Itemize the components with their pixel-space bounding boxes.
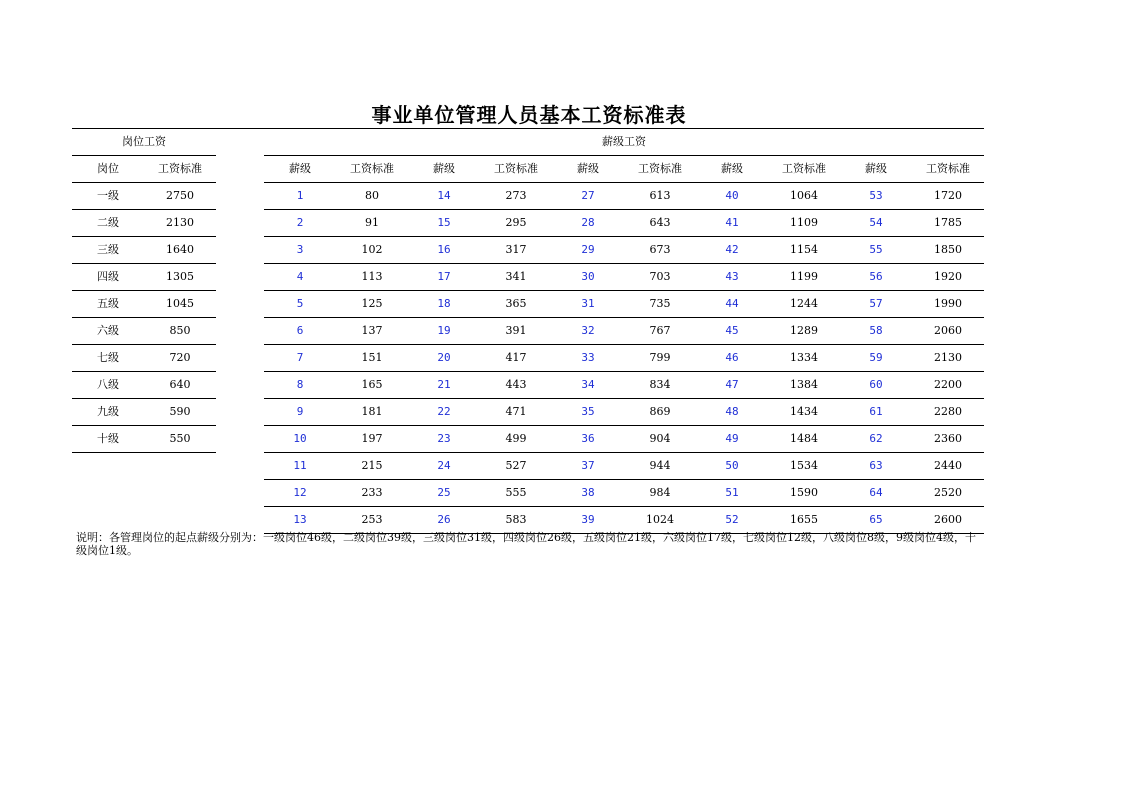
grade-number-cell: 4: [296, 270, 304, 283]
post-salary-cell: 640: [169, 378, 191, 391]
grade-salary-cell: 1590: [790, 486, 818, 499]
grade-number-cell: 2: [296, 216, 304, 229]
grade-salary-col-header: 工资标准: [350, 162, 394, 175]
grade-number-cell: 21: [437, 378, 451, 391]
post-salary-cell: 1305: [166, 270, 194, 283]
grade-salary-cell: 2360: [934, 432, 962, 445]
grade-number-cell: 24: [437, 459, 451, 472]
grade-salary-cell: 151: [361, 351, 383, 364]
grade-col-header: 薪级: [865, 162, 887, 175]
post-grade-cell: 五级: [97, 297, 119, 310]
grade-salary-cell: 2520: [934, 486, 962, 499]
grade-number-cell: 31: [581, 297, 595, 310]
post-grade-cell: 八级: [97, 378, 119, 391]
grade-salary-cell: 102: [361, 243, 383, 256]
grade-header-rule: [264, 155, 984, 156]
grade-number-cell: 28: [581, 216, 595, 229]
grade-number-cell: 1: [296, 189, 304, 202]
grade-salary-cell: 499: [505, 432, 527, 445]
grade-number-cell: 41: [725, 216, 739, 229]
grade-salary-cell: 527: [505, 459, 527, 472]
grade-number-cell: 6: [296, 324, 304, 337]
post-grade-cell: 一级: [97, 189, 119, 202]
post-salary-cell: 1045: [166, 297, 194, 310]
grade-number-cell: 55: [869, 243, 883, 256]
grade-salary-cell: 1334: [790, 351, 818, 364]
grade-salary-col-header: 工资标准: [638, 162, 682, 175]
grade-salary-cell: 799: [649, 351, 671, 364]
top-rule-right: [264, 128, 984, 129]
grade-salary-col-header: 工资标准: [926, 162, 970, 175]
grade-salary-cell: 673: [649, 243, 671, 256]
grade-number-cell: 19: [437, 324, 451, 337]
grade-number-cell: 33: [581, 351, 595, 364]
grade-salary-cell: 253: [361, 513, 383, 526]
post-salary-cell: 2750: [166, 189, 194, 202]
grade-salary-cell: 1154: [790, 243, 818, 256]
grade-salary-cell: 1289: [790, 324, 818, 337]
post-header-rule: [72, 155, 216, 156]
grade-salary-cell: 1064: [790, 189, 818, 202]
grade-salary-cell: 215: [361, 459, 383, 472]
grade-number-cell: 48: [725, 405, 739, 418]
grade-salary-cell: 1434: [790, 405, 818, 418]
grade-number-cell: 26: [437, 513, 451, 526]
grade-number-cell: 14: [437, 189, 451, 202]
grade-salary-cell: 391: [505, 324, 527, 337]
post-salary-cell: 1640: [166, 243, 194, 256]
grade-col-header: 薪级: [433, 162, 455, 175]
grade-salary-cell: 767: [649, 324, 671, 337]
grade-number-cell: 45: [725, 324, 739, 337]
grade-salary-cell: 1244: [790, 297, 818, 310]
grade-salary-cell: 944: [649, 459, 671, 472]
grade-number-cell: 29: [581, 243, 595, 256]
grade-number-cell: 63: [869, 459, 883, 472]
grade-number-cell: 40: [725, 189, 739, 202]
grade-salary-cell: 417: [505, 351, 527, 364]
grade-number-cell: 61: [869, 405, 883, 418]
grade-number-cell: 20: [437, 351, 451, 364]
grade-salary-header: 薪级工资: [602, 135, 646, 148]
grade-col-header: 薪级: [577, 162, 599, 175]
post-salary-cell: 850: [169, 324, 191, 337]
grade-number-cell: 7: [296, 351, 304, 364]
grade-number-cell: 62: [869, 432, 883, 445]
post-grade-cell: 六级: [97, 324, 119, 337]
grade-number-cell: 37: [581, 459, 595, 472]
grade-number-cell: 3: [296, 243, 304, 256]
grade-salary-cell: 555: [505, 486, 527, 499]
grade-number-cell: 44: [725, 297, 739, 310]
post-col-header: 岗位: [97, 162, 119, 175]
grade-salary-cell: 125: [361, 297, 383, 310]
post-salary-cell: 720: [169, 351, 191, 364]
grade-number-cell: 65: [869, 513, 883, 526]
post-salary-cell: 550: [169, 432, 191, 445]
grade-salary-cell: 1920: [934, 270, 962, 283]
grade-salary-cell: 984: [649, 486, 671, 499]
grade-salary-cell: 365: [505, 297, 527, 310]
post-col-header: 工资标准: [158, 162, 202, 175]
grade-col-header: 薪级: [721, 162, 743, 175]
grade-number-cell: 12: [293, 486, 307, 499]
grade-number-cell: 16: [437, 243, 451, 256]
grade-number-cell: 52: [725, 513, 739, 526]
post-salary-header: 岗位工资: [122, 135, 166, 148]
grade-number-cell: 27: [581, 189, 595, 202]
grade-salary-cell: 443: [505, 378, 527, 391]
grade-salary-cell: 1850: [934, 243, 962, 256]
grade-salary-cell: 197: [361, 432, 383, 445]
grade-number-cell: 57: [869, 297, 883, 310]
grade-number-cell: 46: [725, 351, 739, 364]
grade-salary-cell: 613: [649, 189, 671, 202]
grade-number-cell: 59: [869, 351, 883, 364]
grade-salary-cell: 904: [649, 432, 671, 445]
post-grade-cell: 四级: [97, 270, 119, 283]
grade-number-cell: 39: [581, 513, 595, 526]
grade-number-cell: 17: [437, 270, 451, 283]
grade-salary-cell: 295: [505, 216, 527, 229]
grade-salary-cell: 137: [361, 324, 383, 337]
grade-number-cell: 23: [437, 432, 451, 445]
grade-salary-cell: 1655: [790, 513, 818, 526]
grade-salary-cell: 471: [505, 405, 527, 418]
grade-salary-cell: 1484: [790, 432, 818, 445]
grade-salary-cell: 1024: [646, 513, 674, 526]
grade-salary-cell: 1109: [790, 216, 818, 229]
grade-salary-cell: 1785: [934, 216, 962, 229]
grade-number-cell: 49: [725, 432, 739, 445]
grade-salary-cell: 2060: [934, 324, 962, 337]
top-rule-left: [72, 128, 264, 129]
grade-salary-cell: 80: [365, 189, 379, 202]
grade-number-cell: 38: [581, 486, 595, 499]
grade-number-cell: 56: [869, 270, 883, 283]
grade-col-header: 薪级: [289, 162, 311, 175]
grade-number-cell: 64: [869, 486, 883, 499]
grade-salary-cell: 834: [649, 378, 671, 391]
grade-number-cell: 35: [581, 405, 595, 418]
post-grade-cell: 三级: [97, 243, 119, 256]
grade-number-cell: 60: [869, 378, 883, 391]
grade-salary-cell: 1990: [934, 297, 962, 310]
grade-salary-cell: 2600: [934, 513, 962, 526]
grade-number-cell: 22: [437, 405, 451, 418]
grade-number-cell: 51: [725, 486, 739, 499]
grade-salary-cell: 2280: [934, 405, 962, 418]
grade-salary-cell: 2130: [934, 351, 962, 364]
grade-salary-cell: 113: [361, 270, 383, 283]
grade-number-cell: 36: [581, 432, 595, 445]
grade-salary-cell: 273: [505, 189, 527, 202]
grade-salary-cell: 2440: [934, 459, 962, 472]
grade-number-cell: 58: [869, 324, 883, 337]
grade-salary-cell: 869: [649, 405, 671, 418]
grade-salary-cell: 583: [505, 513, 527, 526]
grade-salary-cell: 1384: [790, 378, 818, 391]
grade-number-cell: 15: [437, 216, 451, 229]
grade-number-cell: 42: [725, 243, 739, 256]
grade-salary-cell: 1534: [790, 459, 818, 472]
page-title: 事业单位管理人员基本工资标准表: [371, 103, 687, 127]
grade-number-cell: 5: [296, 297, 304, 310]
grade-number-cell: 30: [581, 270, 595, 283]
grade-number-cell: 54: [869, 216, 883, 229]
post-salary-cell: 2130: [166, 216, 194, 229]
grade-number-cell: 47: [725, 378, 739, 391]
grade-number-cell: 43: [725, 270, 739, 283]
post-salary-cell: 590: [169, 405, 191, 418]
grade-number-cell: 10: [293, 432, 307, 445]
post-row-rule: [72, 452, 216, 453]
grade-salary-cell: 165: [361, 378, 383, 391]
post-grade-cell: 七级: [97, 351, 119, 364]
grade-number-cell: 18: [437, 297, 451, 310]
note-text: 说明：各管理岗位的起点薪级分别为：一级岗位46级，二级岗位39级，三级岗位31级，四级岗位26级，五级岗位21级，六级岗位17级，七级岗位12级，八级岗位8级，9级岗位4级，十级岗位1级。: [76, 531, 976, 557]
grade-salary-cell: 317: [505, 243, 527, 256]
grade-salary-cell: 643: [649, 216, 671, 229]
grade-number-cell: 8: [296, 378, 304, 391]
grade-salary-cell: 91: [365, 216, 379, 229]
post-grade-cell: 二级: [97, 216, 119, 229]
grade-salary-cell: 1720: [934, 189, 962, 202]
grade-salary-cell: 735: [649, 297, 671, 310]
grade-salary-cell: 703: [649, 270, 671, 283]
grade-salary-col-header: 工资标准: [782, 162, 826, 175]
grade-number-cell: 34: [581, 378, 595, 391]
grade-salary-cell: 341: [505, 270, 527, 283]
grade-number-cell: 9: [296, 405, 304, 418]
grade-salary-col-header: 工资标准: [494, 162, 538, 175]
grade-salary-cell: 2200: [934, 378, 962, 391]
grade-number-cell: 13: [293, 513, 307, 526]
grade-number-cell: 53: [869, 189, 883, 202]
grade-salary-cell: 1199: [790, 270, 818, 283]
grade-number-cell: 50: [725, 459, 739, 472]
post-grade-cell: 十级: [97, 432, 119, 445]
grade-number-cell: 11: [293, 459, 307, 472]
grade-salary-cell: 181: [361, 405, 383, 418]
grade-salary-cell: 233: [361, 486, 383, 499]
grade-number-cell: 32: [581, 324, 595, 337]
post-grade-cell: 九级: [97, 405, 119, 418]
grade-number-cell: 25: [437, 486, 451, 499]
